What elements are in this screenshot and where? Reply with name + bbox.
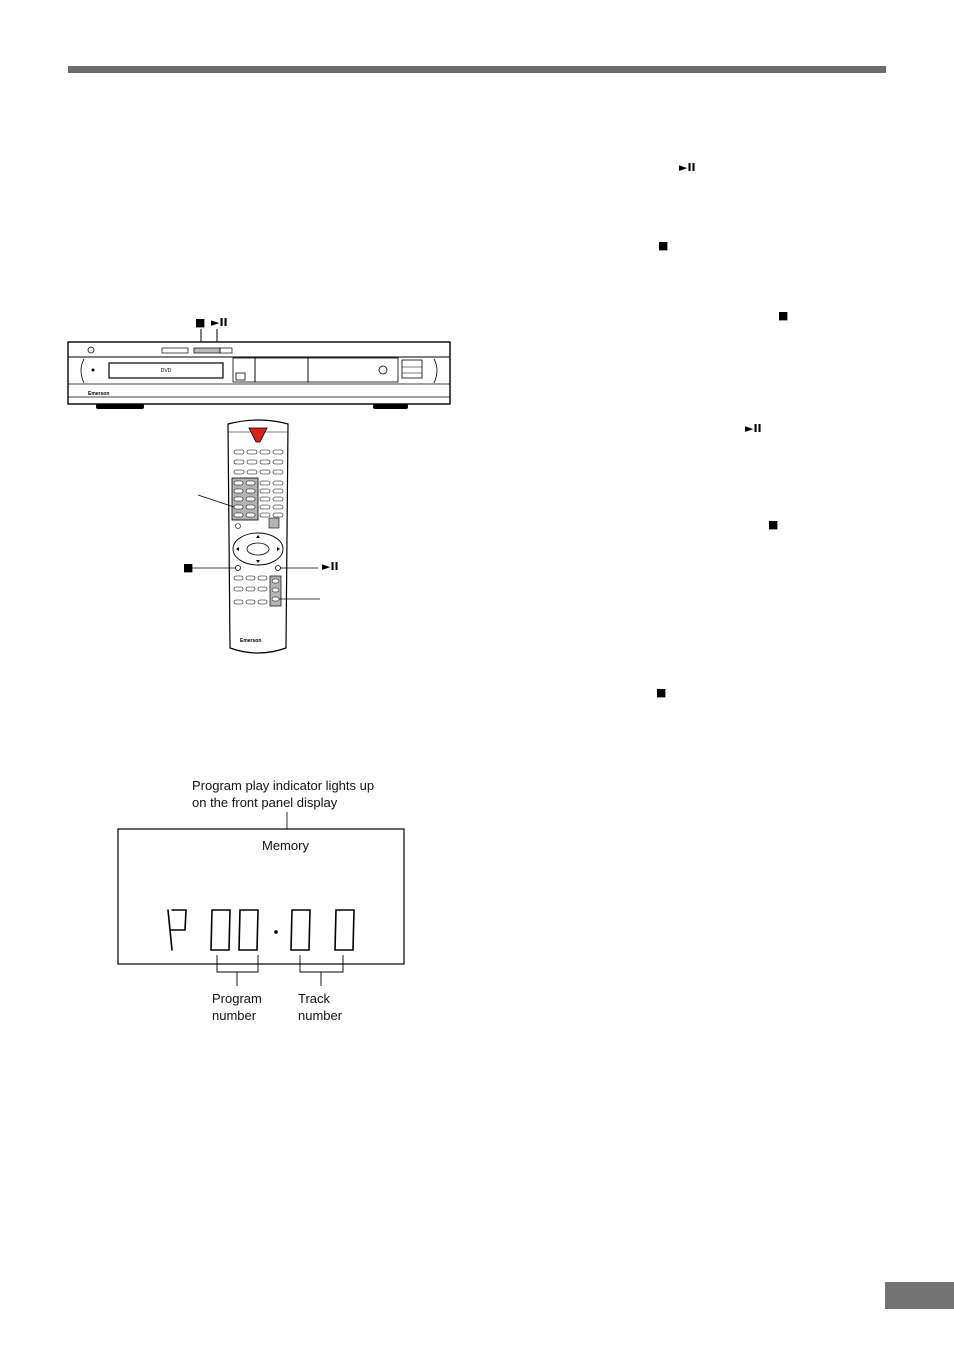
svg-text:DVD: DVD — [160, 368, 172, 374]
indicator-caption-line2: on the front panel display — [192, 795, 338, 810]
dvd-player-illustration — [60, 312, 460, 412]
header-rule — [68, 66, 886, 73]
play-pause-icon: ►II — [745, 422, 762, 435]
remote-control-drawing — [180, 418, 340, 658]
memory-label: Memory — [262, 838, 309, 853]
page-tab — [885, 1282, 954, 1309]
svg-text:Emerson: Emerson — [88, 391, 110, 397]
dvd-player-drawing — [60, 312, 460, 412]
stop-icon: ■ — [656, 686, 667, 699]
remote-play-pause-icon: ►II — [322, 560, 339, 573]
player-play-pause-icon: ►II — [211, 316, 228, 329]
stop-icon: ■ — [658, 239, 669, 252]
program-label-line1: Program — [212, 991, 262, 1006]
track-label-line1: Track — [298, 991, 331, 1006]
track-label-line2: number — [298, 1008, 343, 1023]
indicator-caption-line1: Program play indicator lights up — [192, 778, 375, 793]
remote-control-illustration — [180, 418, 340, 658]
program-label-line2: number — [212, 1008, 257, 1023]
player-stop-icon: ■ — [195, 316, 206, 329]
stop-icon: ■ — [778, 309, 789, 322]
stop-icon: ■ — [768, 518, 779, 531]
svg-text:Emerson: Emerson — [240, 638, 262, 644]
remote-stop-icon: ■ — [183, 561, 194, 574]
play-pause-icon: ►II — [679, 161, 696, 174]
